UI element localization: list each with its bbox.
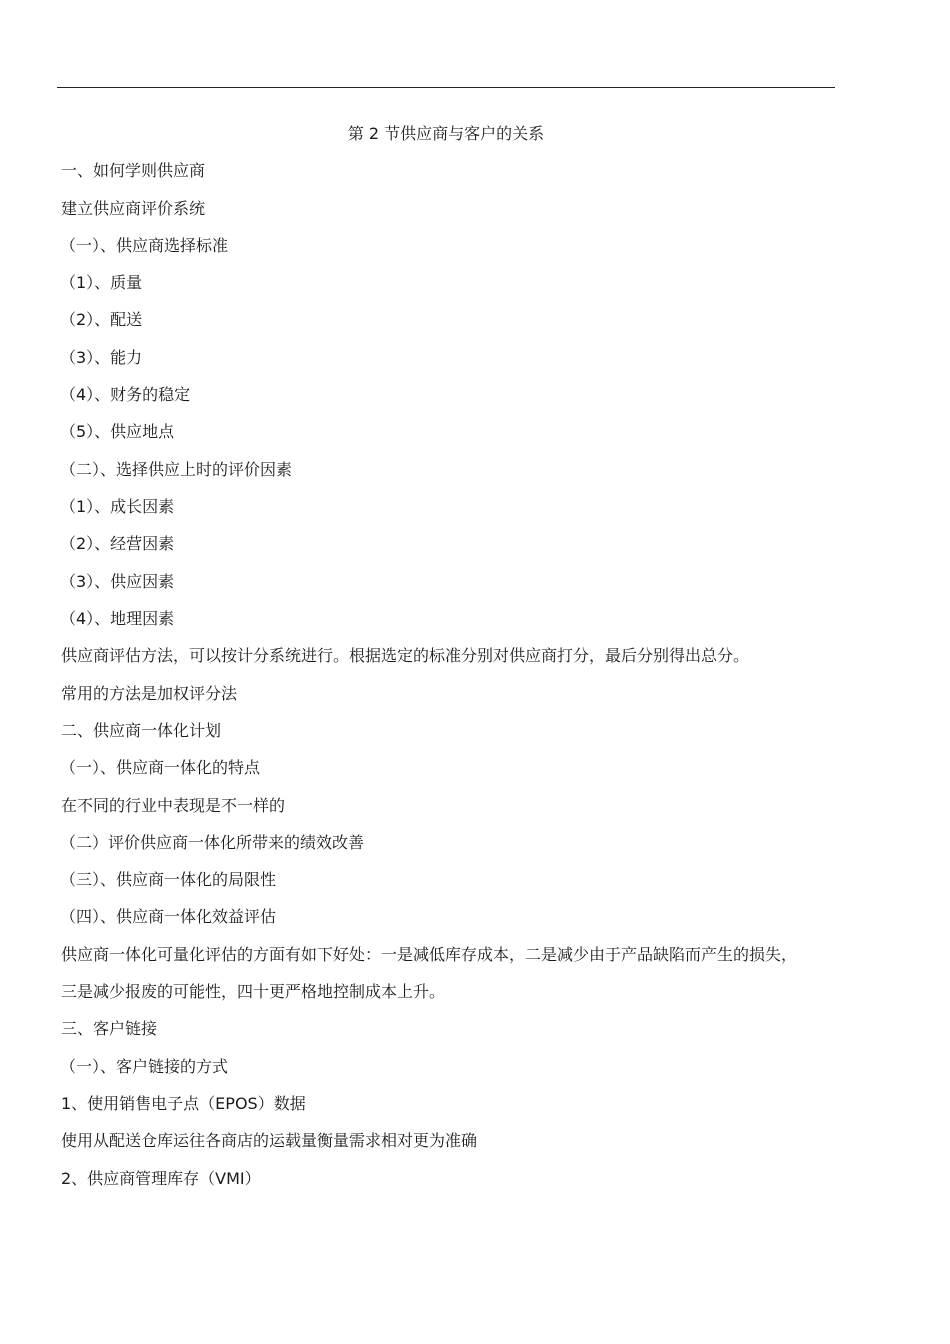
- text-line: （二）评价供应商一体化所带来的绩效改善: [60, 833, 365, 852]
- text-line: 供应商一体化可量化评估的方面有如下好处：一是减低库存成本，二是减少由于产品缺陷而产生的损失，: [61, 945, 798, 964]
- text-line: （四）、供应商一体化效益评估: [60, 907, 277, 926]
- text-line: 三是减少报废的可能性，四十更严格地控制成本上升。: [61, 982, 446, 1001]
- text-line: 三、客户链接: [61, 1019, 158, 1038]
- text-line: 常用的方法是加权评分法: [61, 684, 238, 703]
- text-line: 使用从配送仓库运往各商店的运载量衡量需求相对更为准确: [61, 1131, 478, 1150]
- text-line: 2、供应商管理库存（VMI）: [61, 1169, 261, 1188]
- text-line: 二、供应商一体化计划: [61, 721, 222, 740]
- text-line: （2）、经营因素: [60, 534, 175, 553]
- text-line: （一）、供应商一体化的特点: [60, 758, 261, 777]
- text-line: 建立供应商评价系统: [61, 199, 206, 218]
- page-title: 第 2 节供应商与客户的关系: [347, 124, 545, 143]
- header-rule: [57, 87, 835, 88]
- text-line: （1）、成长因素: [60, 497, 175, 516]
- text-line: 在不同的行业中表现是不一样的: [61, 796, 286, 815]
- text-line: （一）、供应商选择标准: [60, 236, 229, 255]
- text-line: （4）、财务的稳定: [60, 385, 191, 404]
- text-line: （一）、客户链接的方式: [60, 1057, 229, 1076]
- text-line: （1）、质量: [60, 273, 143, 292]
- text-line: 供应商评估方法，可以按计分系统进行。根据选定的标准分别对供应商打分，最后分别得出总分。: [61, 646, 750, 665]
- text-line: （2）、配送: [60, 310, 143, 329]
- text-line: （二）、选择供应上时的评价因素: [60, 460, 293, 479]
- text-line: 1、使用销售电子点（EPOS）数据: [61, 1094, 306, 1113]
- text-line: （5）、供应地点: [60, 422, 175, 441]
- text-line: （4）、地理因素: [60, 609, 175, 628]
- text-line: （3）、能力: [60, 348, 143, 367]
- text-line: （三）、供应商一体化的局限性: [60, 870, 277, 889]
- text-line: （3）、供应因素: [60, 572, 175, 591]
- text-line: 一、如何学则供应商: [61, 161, 206, 180]
